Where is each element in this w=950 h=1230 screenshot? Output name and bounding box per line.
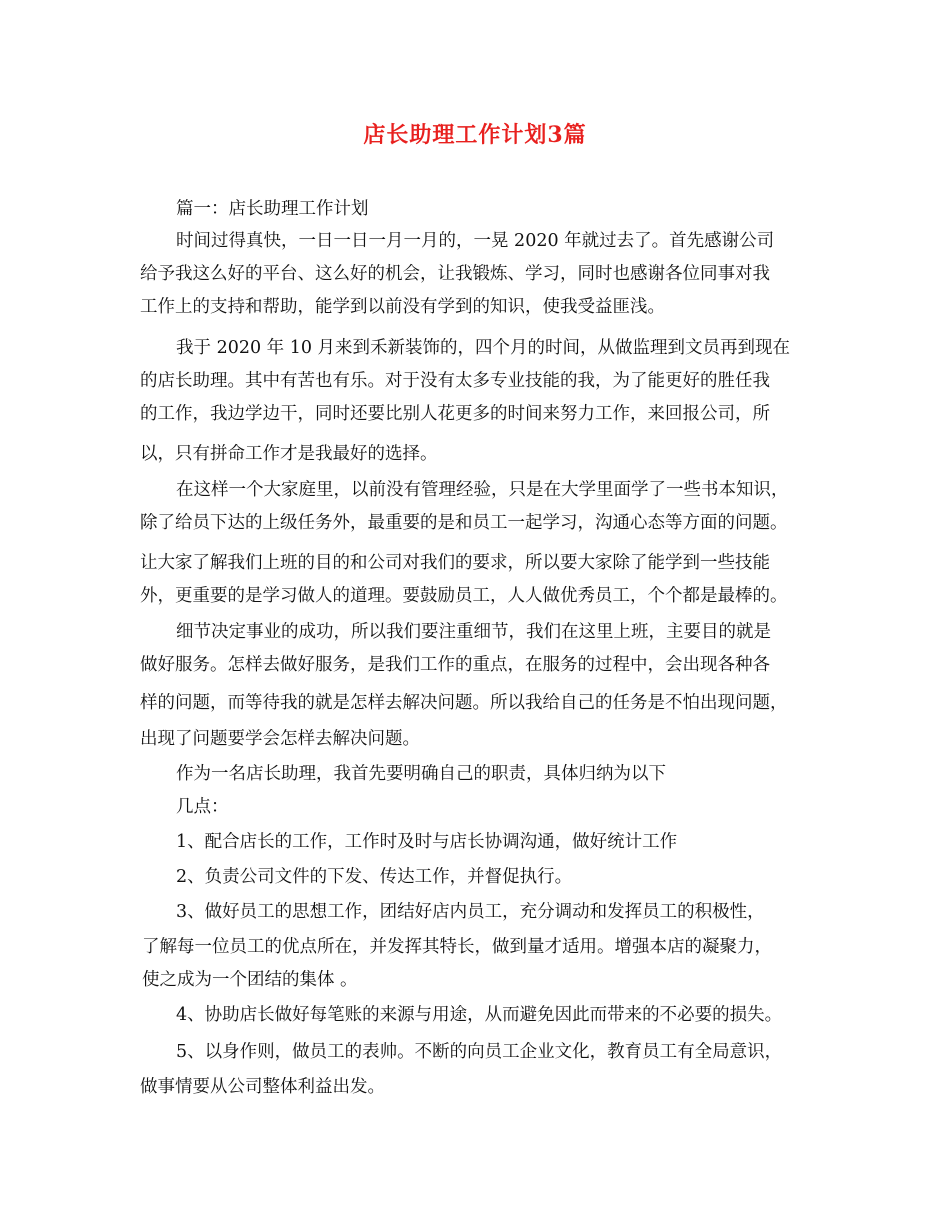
paragraph-line: 时间过得真快，一日一日一月一月的，一晃 2020 年就过去了。首先感谢公司 (176, 231, 775, 251)
paragraph-line: 出现了问题要学会怎样去解决问题。 (140, 729, 420, 749)
paragraph-line: 让大家了解我们上班的目的和公司对我们的要求，所以要大家除了能学到一些技能 (140, 553, 770, 573)
paragraph-line: 我于 2020 年 10 月来到禾新装饰的，四个月的时间，从做监理到文员再到现在 (176, 338, 791, 358)
paragraph-line: 细节决定事业的成功，所以我们要注重细节，我们在这里上班，主要目的就是 (176, 622, 771, 642)
list-item: 4、协助店长做好每笔账的来源与用途，从而避免因此而带来的不必要的损失。 (176, 1005, 783, 1025)
paragraph-line: 在这样一个大家庭里，以前没有管理经验，只是在大学里面学了一些书本知识， (176, 480, 789, 500)
list-item: 1、配合店长的工作，工作时及时与店长协调沟通，做好统计工作 (176, 832, 678, 852)
paragraph-line: 的店长助理。其中有苦也有乐。对于没有太多专业技能的我，为了能更好的胜任我 (140, 371, 770, 391)
list-item-continuation: 使之成为一个团结的集体 。 (142, 970, 358, 990)
section-heading: 篇一：店长助理工作计划 (176, 199, 369, 219)
list-item: 3、做好员工的思想工作，团结好店内员工，充分调动和发挥员工的积极性， (176, 902, 765, 922)
paragraph-line: 几点： (176, 797, 229, 817)
paragraph-line: 工作上的支持和帮助，能学到以前没有学到的知识，使我受益匪浅。 (140, 297, 665, 317)
paragraph-line: 给予我这么好的平台、这么好的机会，让我锻炼、学习，同时也感谢各位同事对我 (140, 264, 770, 284)
paragraph-line: 作为一名店长助理，我首先要明确自己的职责，具体归纳为以下 (176, 764, 666, 784)
paragraph-line: 的工作，我边学边干，同时还要比别人花更多的时间来努力工作，来回报公司，所 (140, 404, 770, 424)
paragraph-line: 样的问题，而等待我的就是怎样去解决问题。所以我给自己的任务是不怕出现问题， (140, 693, 788, 713)
list-item: 2、负责公司文件的下发、传达工作，并督促执行。 (176, 867, 573, 887)
paragraph-line: 除了给员下达的上级任务外，最重要的是和员工一起学习，沟通心态等方面的问题。 (140, 513, 788, 533)
paragraph-line: 以，只有拼命工作才是我最好的选择。 (140, 444, 438, 464)
paragraph-line: 做好服务。怎样去做好服务，是我们工作的重点，在服务的过程中，会出现各种各 (140, 655, 770, 675)
list-item: 5、以身作则，做员工的表帅。不断的向员工企业文化，教育员工有全局意识， (176, 1042, 783, 1062)
list-item-continuation: 了解每一位员工的优点所在，并发挥其特长，做到量才适用。增强本店的凝聚力， (142, 937, 772, 957)
list-item-continuation: 做事情要从公司整体利益出发。 (140, 1077, 385, 1097)
paragraph-line: 外，更重要的是学习做人的道理。要鼓励员工，人人做优秀员工，个个都是最棒的。 (140, 586, 788, 606)
document-title: 店长助理工作计划3篇 (363, 122, 587, 148)
